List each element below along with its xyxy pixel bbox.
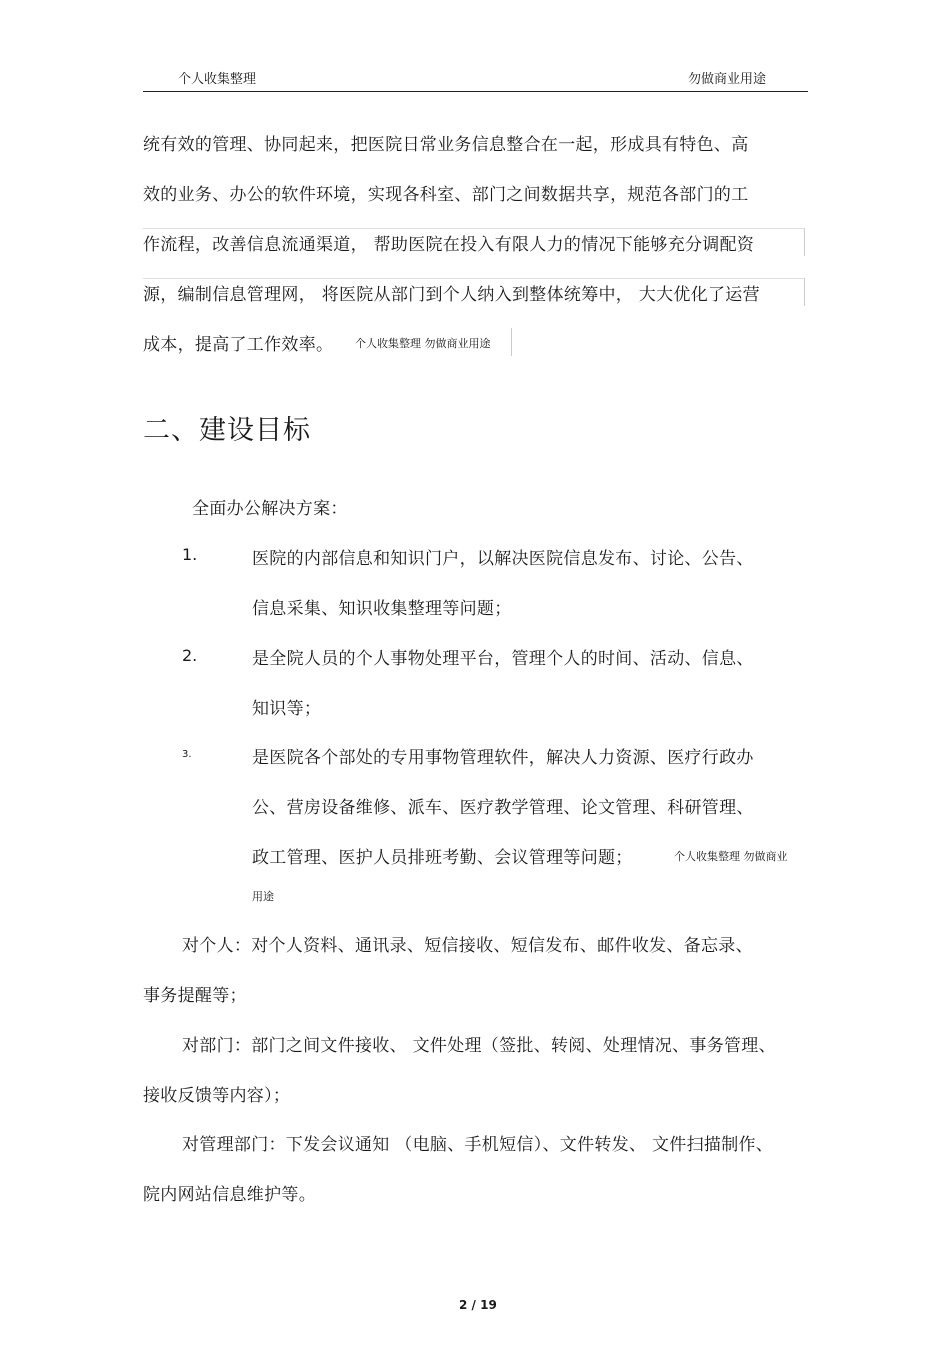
list-item-text: 公、营房设备维修、派车、医疗教学管理、论文管理、科研管理、 xyxy=(252,798,754,818)
list-item-text: 信息采集、知识收集整理等问题； xyxy=(252,599,512,619)
list-item-text: 是全院人员的个人事物处理平台，管理个人的时间、活动、信息、 xyxy=(252,649,754,669)
divider xyxy=(804,228,805,256)
divider xyxy=(143,278,805,279)
divider xyxy=(143,228,805,229)
list-number: 1. xyxy=(182,545,198,564)
paragraph-line: 事务提醒等； xyxy=(143,986,247,1006)
paragraph-line: 对个人：对个人资料、通讯录、短信接收、短信发布、邮件收发、备忘录、 xyxy=(182,936,753,956)
list-item-text: 知识等； xyxy=(252,699,322,719)
list-item-note: 个人收集整理 勿做商业 xyxy=(674,850,788,863)
header-rule xyxy=(143,91,808,92)
header-left: 个人收集整理 xyxy=(178,72,257,87)
intro-line-2: 效的业务、办公的软件环境，实现各科室、部门之间数据共享，规范各部门的工 xyxy=(143,185,749,205)
intro-note: 个人收集整理 勿做商业用途 xyxy=(355,337,491,350)
list-item-note: 用途 xyxy=(252,890,274,903)
list-item-text: 医院的内部信息和知识门户，以解决医院信息发布、讨论、公告、 xyxy=(252,549,754,569)
divider xyxy=(511,328,512,356)
list-number: 3. xyxy=(182,749,192,760)
list-item-text: 政工管理、医护人员排班考勤、会议管理等问题； xyxy=(252,848,633,868)
page-number: 2 / 19 xyxy=(459,1298,497,1312)
solution-lead: 全面办公解决方案： xyxy=(192,499,348,519)
intro-line-5: 成本，提高了工作效率。 xyxy=(143,335,334,355)
header-right: 勿做商业用途 xyxy=(688,72,767,87)
section-title: 二、建设目标 xyxy=(143,415,311,446)
intro-line-1: 统有效的管理、协同起来，把医院日常业务信息整合在一起，形成具有特色、高 xyxy=(143,135,749,155)
list-number: 2. xyxy=(182,646,198,665)
intro-line-4: 源，编制信息管理网， 将医院从部门到个人纳入到整体统筹中， 大大优化了运营 xyxy=(143,285,760,305)
divider xyxy=(804,278,805,306)
intro-line-3: 作流程，改善信息流通渠道， 帮助医院在投入有限人力的情况下能够充分调配资 xyxy=(143,235,755,255)
paragraph-line: 对管理部门：下发会议通知 （电脑、手机短信）、文件转发、 文件扫描制作、 xyxy=(182,1135,774,1155)
paragraph-line: 院内网站信息维护等。 xyxy=(143,1185,316,1205)
list-item-text: 是医院各个部处的专用事物管理软件，解决人力资源、医疗行政办 xyxy=(252,748,754,768)
paragraph-line: 接收反馈等内容）； xyxy=(143,1086,291,1106)
paragraph-line: 对部门：部门之间文件接收、 文件处理（签批、转阅、处理情况、事务管理、 xyxy=(182,1036,776,1056)
